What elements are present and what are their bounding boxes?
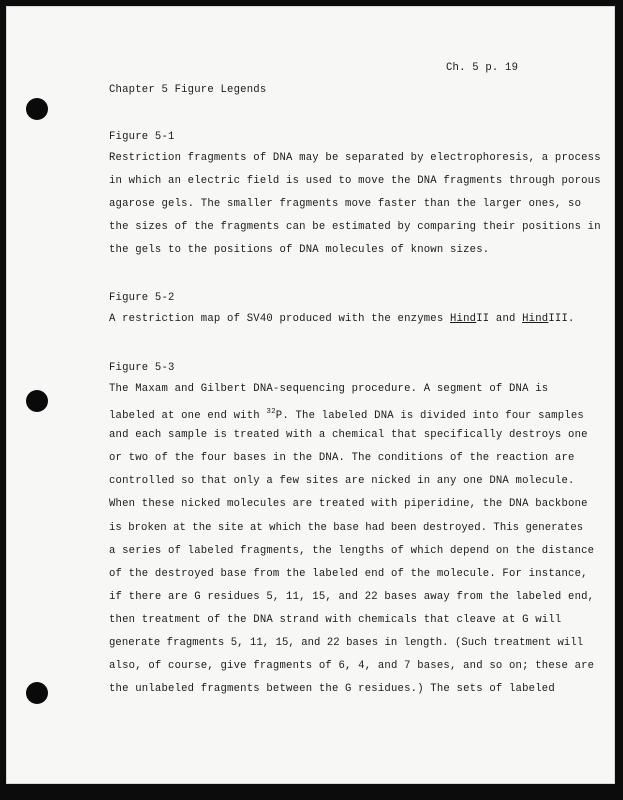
legend-line: agarose gels. The smaller fragments move faster than the larger ones, so — [109, 198, 582, 211]
legend-line: the unlabeled fragments between the G residues.) The sets of labeled — [109, 683, 555, 696]
figure-heading: Figure 5-1 — [109, 131, 175, 143]
enzyme-name-underlined: Hind — [449, 313, 477, 325]
legend-line: then treatment of the DNA strand with chemicals that cleave at G will — [109, 613, 562, 626]
figure-legend-text — [109, 308, 589, 331]
figure-heading: Figure 5-2 — [109, 292, 175, 304]
legend-text: A restriction map of SV40 produced with the enzymes — [109, 313, 450, 325]
figure-legend-text — [109, 378, 595, 701]
legend-line — [109, 308, 589, 331]
chapter-title: Chapter 5 Figure Legends — [109, 84, 267, 96]
punch-hole — [26, 682, 48, 704]
legend-line: Restriction fragments of DNA may be separated by electrophoresis, a process — [109, 152, 601, 164]
figure-heading: Figure 5-3 — [109, 362, 175, 374]
legend-line: in which an electric field is used to move the DNA fragments through porous — [109, 175, 601, 188]
legend-line: the sizes of the fragments can be estimated by comparing their positions in — [109, 221, 601, 234]
legend-line: controlled so that only a few sites are nicked in any one DNA molecule. — [109, 475, 575, 488]
legend-line: is broken at the site at which the base had been destroyed. This generates — [109, 521, 584, 534]
legend-line: also, of course, give fragments of 6, 4, and 7 bases, and so on; these are — [109, 660, 595, 673]
legend-line: the gels to the positions of DNA molecules of known sizes. — [109, 244, 490, 257]
legend-line: When these nicked molecules are treated with piperidine, the DNA backbone — [109, 498, 588, 511]
legend-line: if there are G residues 5, 11, 15, and 22 bases away from the labeled end, — [109, 590, 595, 603]
document-page — [6, 6, 615, 784]
legend-line — [109, 401, 589, 424]
page-number: Ch. 5 p. 19 — [446, 62, 519, 74]
legend-text: III. — [548, 313, 575, 325]
legend-text: P. The labeled DNA is divided into four samples — [275, 410, 584, 423]
legend-line: a series of labeled fragments, the lengths of which depend on the distance — [109, 544, 595, 557]
punch-hole — [26, 390, 48, 412]
enzyme-name-underlined: Hind — [522, 313, 549, 325]
legend-line: of the destroyed base from the labeled end of the molecule. For instance, — [109, 567, 588, 580]
superscript-isotope: 32 — [266, 408, 276, 417]
figure-legend-text — [109, 147, 601, 262]
legend-line: and each sample is treated with a chemical that specifically destroys one — [109, 429, 588, 442]
punch-hole — [26, 98, 48, 120]
legend-line: The Maxam and Gilbert DNA-sequencing procedure. A segment of DNA is — [109, 383, 549, 395]
legend-line: generate fragments 5, 11, 15, and 22 bases in length. (Such treatment will — [109, 637, 584, 650]
legend-text: II and — [476, 313, 523, 325]
legend-text: labeled at one end with — [109, 410, 267, 423]
legend-line: or two of the four bases in the DNA. The conditions of the reaction are — [109, 452, 575, 465]
